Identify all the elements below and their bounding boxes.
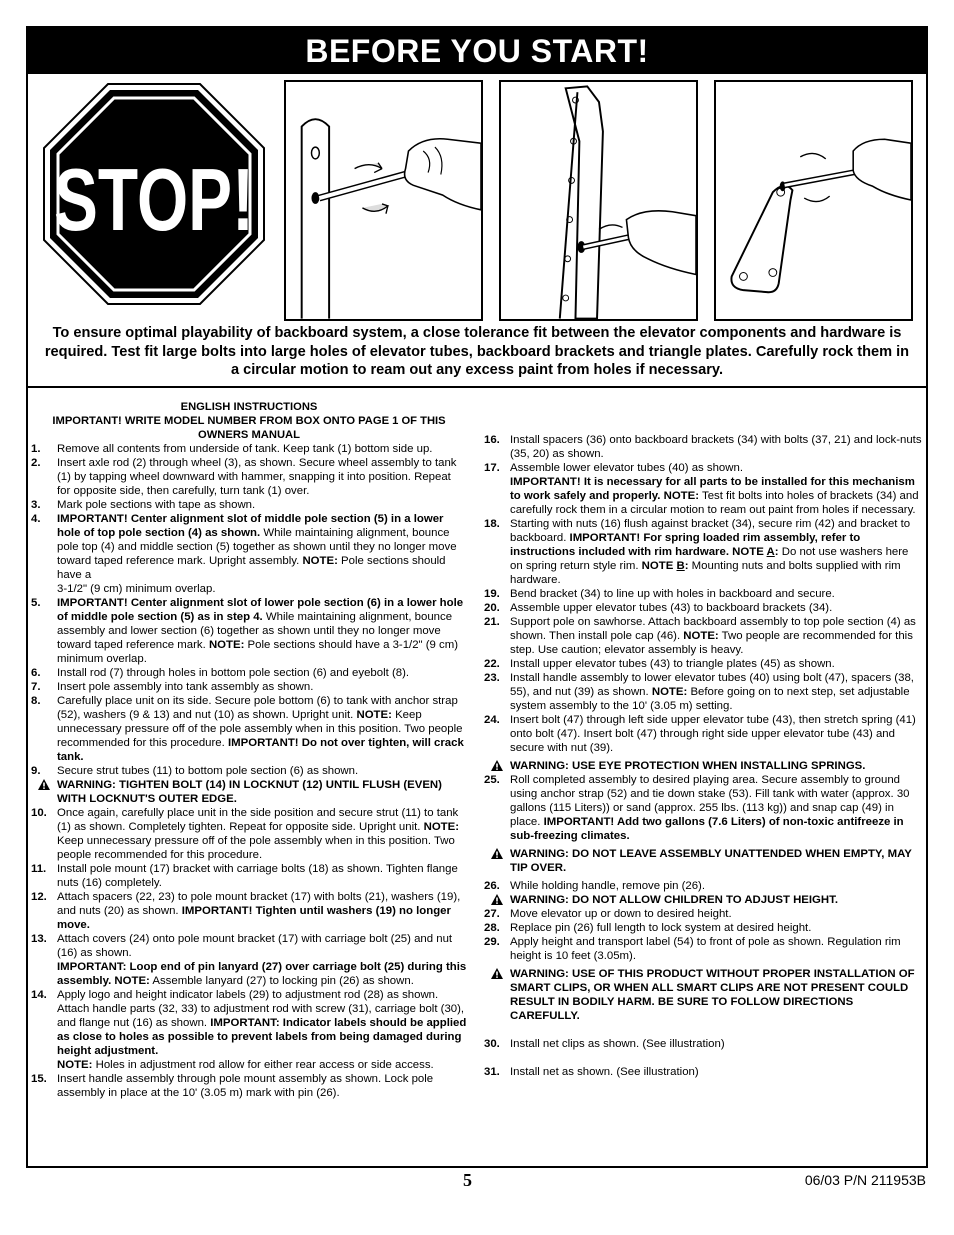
instruction-step bbox=[484, 713, 924, 755]
warning-note bbox=[31, 778, 467, 806]
banner-title: BEFORE YOU START! bbox=[28, 28, 926, 74]
step-text: Assemble upper elevator tubes (43) to backboard brackets (34). bbox=[510, 602, 833, 614]
instruction-step bbox=[484, 773, 924, 843]
step-number: 9. bbox=[31, 765, 41, 777]
instruction-step bbox=[31, 806, 467, 862]
step-text: Install net as shown. (See illustration) bbox=[510, 1066, 699, 1078]
step-text: Apply height and transport label (54) to front of pole as shown. Regulation rim height is 10 feet (3.05m). bbox=[510, 936, 901, 962]
step-text: Once again, carefully place unit in the side position and secure strut (11) to tank (1) as shown. Completely tighten. Repeat for opposite side. Upright unit. NOTE: Keep unnecessary pressure off of the pole assembly when in this position. Two people recommended for this procedure. bbox=[57, 807, 460, 861]
intro-text: To ensure optimal playability of backboard system, a close tolerance fit between the elevator components and hardware is required. Test fit large bolts into large holes of elevator tubes, backboard brackets and triangle plates. Carefully rock them in a circular motion to ream out any excess paint from holes if necessary. bbox=[44, 325, 910, 378]
instruction-step bbox=[31, 764, 467, 778]
step-number: 22. bbox=[484, 658, 500, 670]
instruction-step bbox=[484, 433, 924, 461]
warning-text: WARNING: USE EYE PROTECTION WHEN INSTALLING SPRINGS. bbox=[510, 760, 866, 772]
step-number: 25. bbox=[484, 774, 500, 786]
step-text: Bend bracket (34) to line up with holes in backboard and secure. bbox=[510, 588, 835, 600]
step-number: 26. bbox=[484, 880, 500, 892]
warning-note bbox=[484, 759, 924, 773]
warning-icon bbox=[491, 848, 503, 859]
instruction-step bbox=[31, 862, 467, 890]
warning-icon bbox=[491, 894, 503, 905]
instruction-step bbox=[484, 601, 924, 615]
step-text: IMPORTANT! Center alignment slot of lower pole section (6) in a lower hole of middle pole section (5) as in step 4. While maintaining alignment, bounce assembly and lower section (6) together as shown until they no longer move toward taped reference mark. NOTE: Pole sections should have a 3-1/2" (9 cm) minimum overlap. bbox=[57, 597, 464, 665]
step-text: Insert pole assembly into tank assembly as shown. bbox=[57, 681, 314, 693]
instruction-step bbox=[31, 1072, 467, 1100]
step-number: 31. bbox=[484, 1066, 500, 1078]
instruction-step bbox=[31, 512, 467, 596]
instruction-step bbox=[484, 879, 924, 893]
step-number: 1. bbox=[31, 443, 41, 455]
step-text: Mark pole sections with tape as shown. bbox=[57, 499, 256, 511]
step-text: Assemble lower elevator tubes (40) as shown. IMPORTANT! It is necessary for all parts to be installed for this mechanism to work safely and properly. NOTE: Test fit bolts into holes of brackets (34) and carefully rock them in a circular motion to ream out paint from holes if necessary. bbox=[510, 462, 919, 516]
step-text: Roll completed assembly to desired playing area. Secure assembly to ground using anchor strap (52) and tie down stake (53). Fill tank with water (approx. 30 gallons (115 Liters)) or sand (approx. 255 lbs. (113 kg)) and snap cap (49) in place. IMPORTANT! Add two gallons (7.6 Liters) of non-toxic antifreeze in sub-freezing climates. bbox=[510, 774, 910, 842]
step-text: Carefully place unit on its side. Secure pole bottom (6) to tank with anchor strap (52), washers (9 & 13) and nut (10) as shown. Upright unit. NOTE: Keep unnecessary pressure off of the pole assembly when in this position. Two people recommended for this procedure. IMPORTANT! Do not over tighten, will crack tank. bbox=[57, 695, 464, 763]
warning-text: WARNING: TIGHTEN BOLT (14) IN LOCKNUT (12) UNTIL FLUSH (EVEN) WITH LOCKNUT'S OUTER EDGE. bbox=[57, 779, 442, 805]
instruction-step bbox=[484, 907, 924, 921]
step-number: 29. bbox=[484, 936, 500, 948]
step-number: 4. bbox=[31, 513, 41, 525]
step-number: 7. bbox=[31, 681, 41, 693]
step-number: 12. bbox=[31, 891, 47, 903]
step-text: Install upper elevator tubes (43) to triangle plates (45) as shown. bbox=[510, 658, 835, 670]
step-text: Install rod (7) through holes in bottom pole section (6) and eyebolt (8). bbox=[57, 667, 410, 679]
stop-sign-icon bbox=[42, 82, 266, 306]
warning-icon bbox=[38, 779, 50, 790]
step-text: Insert bolt (47) through left side upper elevator tube (43), then stretch spring (41) onto bolt (47). Insert bolt (47) through right side upper elevator tube (43) and secure with nut (39). bbox=[510, 714, 916, 754]
instruction-step bbox=[31, 890, 467, 932]
triangle-plate-illustration bbox=[714, 80, 913, 321]
warning-note bbox=[484, 847, 924, 875]
step-text: Attach spacers (22, 23) to pole mount bracket (17) with bolts (21), washers (19), and nuts (20) as shown. IMPORTANT! Tighten until washers (19) no longer move. bbox=[57, 891, 461, 931]
instruction-step bbox=[484, 657, 924, 671]
warning-note bbox=[484, 967, 924, 1023]
step-text: Starting with nuts (16) flush against bracket (34), secure rim (42) and bracket to backboard. IMPORTANT! For spring loaded rim assembly, refer to instructions included with rim hardware. NOTE A: Do not use washers here on spring return style rim. NOTE B: Mounting nuts and bolts supplied with rim hardware. bbox=[510, 518, 911, 586]
page-number: 5 bbox=[463, 1170, 472, 1190]
instructions-section bbox=[28, 388, 926, 1166]
step-number: 17. bbox=[484, 462, 500, 474]
model-number-note: IMPORTANT! WRITE MODEL NUMBER FROM BOX ONTO PAGE 1 OF THIS OWNERS MANUAL bbox=[52, 415, 446, 441]
warning-icon bbox=[491, 760, 503, 771]
warning-text: WARNING: USE OF THIS PRODUCT WITHOUT PROPER INSTALLATION OF SMART CLIPS, OR WHEN ALL SMART CLIPS ARE NOT PRESENT COULD RESULT IN BODILY HARM. BE SURE TO FOLLOW DIRECTIONS CAREFULLY. bbox=[510, 968, 915, 1022]
step-number: 24. bbox=[484, 714, 500, 726]
step-text: Install spacers (36) onto backboard brackets (34) with bolts (37, 21) and lock-nuts (35, 20) as shown. bbox=[510, 434, 922, 460]
step-number: 5. bbox=[31, 597, 41, 609]
stop-text: STOP! bbox=[54, 150, 254, 249]
step-text: Apply logo and height indicator labels (29) to adjustment rod (28) as shown. Attach handle parts (32, 33) to adjustment rod with screw (31), carriage bolt (30), and flange nut (16) as shown. IMPORTANT: Indicator labels should be applied as close to holes as possible to prevent labels from being damaged during height adjustment. NOTE: Holes in adjustment rod allow for either rear access or side access. bbox=[57, 989, 467, 1071]
step-text: Attach covers (24) onto pole mount bracket (17) with carriage bolt (25) and nut (16) as shown. IMPORTANT: Loop end of pin lanyard (27) over carriage bolt (25) during this assembly. NOTE: Assemble lanyard (27) to locking pin (26) as shown. bbox=[57, 933, 467, 987]
step-text: Install handle assembly to lower elevator tubes (40) using bolt (47), spacers (38, 55), and nut (39) as shown. NOTE: Before going on to next step, set adjustable system assembly to the 10' (3.05 m) setting. bbox=[510, 672, 914, 712]
step-text: While holding handle, remove pin (26). bbox=[510, 880, 706, 892]
instruction-step bbox=[31, 680, 467, 694]
step-text: Replace pin (26) full length to lock system at desired height. bbox=[510, 922, 812, 934]
backboard-bracket-illustration bbox=[499, 80, 698, 321]
warning-text: WARNING: DO NOT LEAVE ASSEMBLY UNATTENDED WHEN EMPTY, MAY TIP OVER. bbox=[510, 848, 912, 874]
instruction-step bbox=[31, 694, 467, 764]
pole-tube-illustration bbox=[284, 80, 483, 321]
step-number: 16. bbox=[484, 434, 500, 446]
step-number: 14. bbox=[31, 989, 47, 1001]
instruction-step bbox=[484, 587, 924, 601]
step-number: 28. bbox=[484, 922, 500, 934]
instructions-left-column bbox=[31, 400, 467, 1100]
step-number: 23. bbox=[484, 672, 500, 684]
instruction-step bbox=[31, 988, 467, 1072]
instruction-step bbox=[31, 456, 467, 498]
instruction-step bbox=[484, 935, 924, 963]
step-number: 6. bbox=[31, 667, 41, 679]
page-frame bbox=[26, 26, 928, 1168]
instruction-step bbox=[484, 921, 924, 935]
step-number: 2. bbox=[31, 457, 41, 469]
step-number: 30. bbox=[484, 1038, 500, 1050]
instruction-step bbox=[484, 671, 924, 713]
instruction-step bbox=[31, 596, 467, 666]
step-text: Insert axle rod (2) through wheel (3), as shown. Secure wheel assembly to tank (1) by tapping wheel downward with hammer, snapping it into position. Repeat for opposite side, then carefully, turn tank (1) over. bbox=[57, 457, 457, 497]
instruction-step bbox=[484, 1037, 924, 1051]
step-text: Remove all contents from underside of tank. Keep tank (1) bottom side up. bbox=[57, 443, 433, 455]
step-number: 27. bbox=[484, 908, 500, 920]
warning-icon bbox=[491, 968, 503, 979]
step-text: Move elevator up or down to desired height. bbox=[510, 908, 732, 920]
instructions-heading: ENGLISH INSTRUCTIONS bbox=[180, 401, 318, 413]
step-text: Support pole on sawhorse. Attach backboard assembly to top pole section (4) as shown. Then install pole cap (46). NOTE: Two people are recommended for this step. Use caution; elevator assembly is heavy. bbox=[510, 616, 916, 656]
instruction-step bbox=[31, 442, 467, 456]
step-number: 18. bbox=[484, 518, 500, 530]
instruction-step bbox=[31, 666, 467, 680]
warning-text: WARNING: DO NOT ALLOW CHILDREN TO ADJUST HEIGHT. bbox=[510, 894, 838, 906]
step-number: 8. bbox=[31, 695, 41, 707]
instruction-step bbox=[484, 517, 924, 587]
part-number: 06/03 P/N 211953B bbox=[804, 1172, 926, 1188]
instruction-step bbox=[484, 1065, 924, 1079]
step-number: 20. bbox=[484, 602, 500, 614]
step-number: 21. bbox=[484, 616, 500, 628]
step-text: Secure strut tubes (11) to bottom pole section (6) as shown. bbox=[57, 765, 359, 777]
step-text: Install pole mount (17) bracket with carriage bolts (18) as shown. Tighten flange nuts (16) completely. bbox=[57, 863, 458, 889]
instruction-step bbox=[31, 932, 467, 988]
instruction-step bbox=[31, 498, 467, 512]
step-text: Insert handle assembly through pole mount assembly as shown. Lock pole assembly in place at the 10' (3.05 m) mark with pin (26). bbox=[57, 1073, 434, 1099]
warning-note bbox=[484, 893, 924, 907]
instruction-step bbox=[484, 615, 924, 657]
warning-section bbox=[28, 74, 926, 388]
step-number: 19. bbox=[484, 588, 500, 600]
step-text: Install net clips as shown. (See illustration) bbox=[510, 1038, 725, 1050]
step-text: IMPORTANT! Center alignment slot of middle pole section (5) in a lower hole of top pole section (4) as shown. While maintaining alignment, bounce pole top (4) and middle section (5) together as shown until they no longer move toward taped reference mark. Upright assembly. NOTE: Pole sections should have a 3-1/2" (9 cm) minimum overlap. bbox=[57, 513, 457, 595]
step-number: 13. bbox=[31, 933, 47, 945]
step-number: 11. bbox=[31, 863, 47, 875]
step-number: 3. bbox=[31, 499, 41, 511]
step-number: 10. bbox=[31, 807, 47, 819]
instruction-step bbox=[484, 461, 924, 517]
instructions-right-column bbox=[484, 433, 924, 1079]
step-number: 15. bbox=[31, 1073, 47, 1085]
